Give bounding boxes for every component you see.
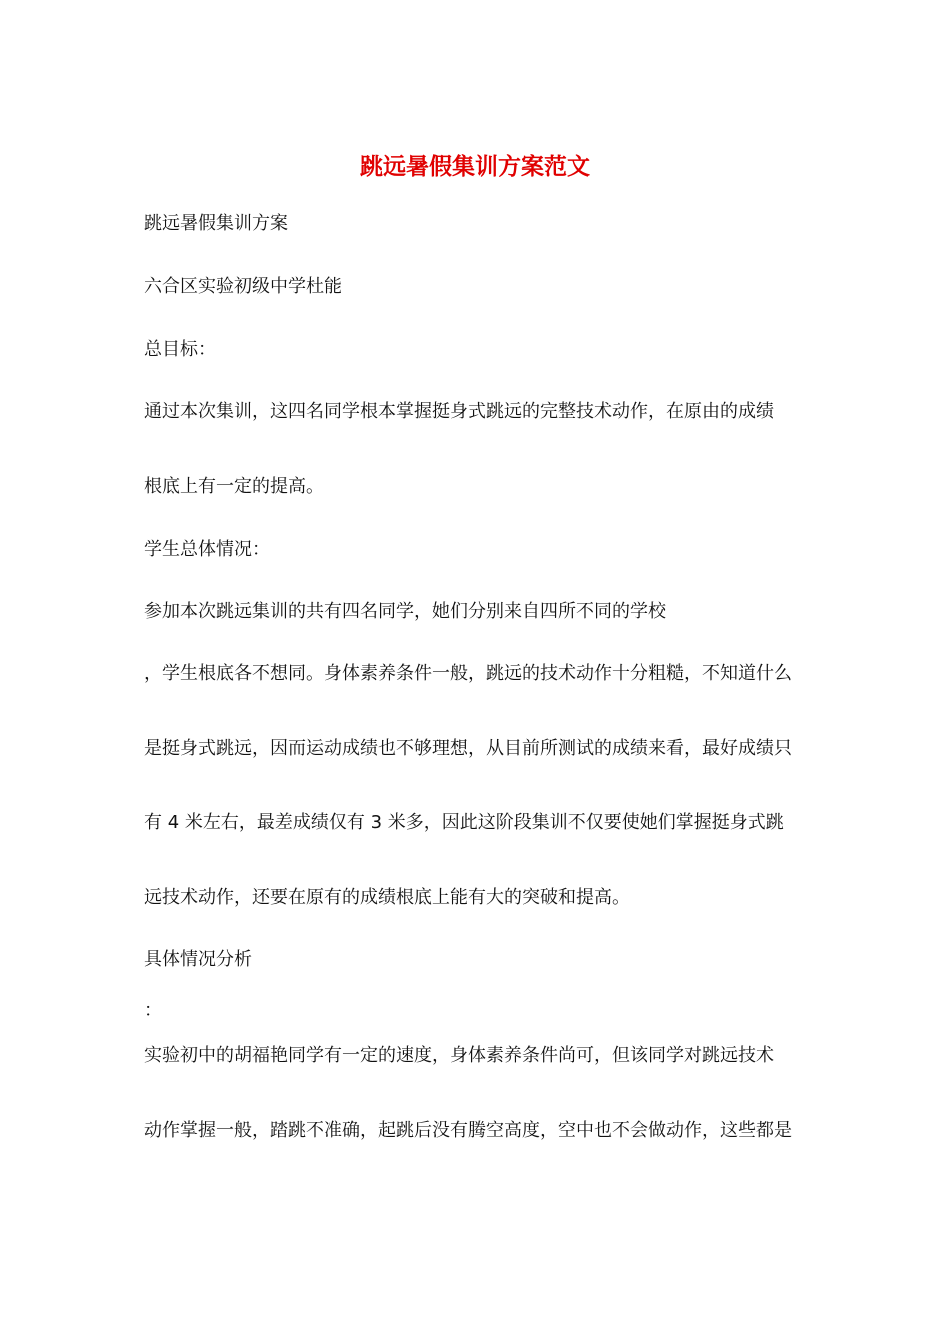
paragraph-line: 具体情况分析 (144, 949, 252, 970)
paragraph-line: 参加本次跳远集训的共有四名同学，她们分别来自四所不同的学校 (144, 601, 666, 622)
paragraph-line: ： (144, 1000, 162, 1021)
paragraph-line: 跳远暑假集训方案 (144, 213, 288, 234)
paragraph-line: 是挺身式跳远，因而运动成绩也不够理想，从目前所测试的成绩来看，最好成绩只 (144, 738, 792, 759)
paragraph-line: 动作掌握一般，踏跳不准确，起跳后没有腾空高度，空中也不会做动作，这些都是 (144, 1120, 792, 1141)
paragraph-line: 总目标： (144, 339, 216, 360)
paragraph-line: 有 4 米左右，最差成绩仅有 3 米多，因此这阶段集训不仅要使她们掌握挺身式跳 (144, 812, 784, 833)
paragraph-line: ，学生根底各不想同。身体素养条件一般，跳远的技术动作十分粗糙，不知道什么 (144, 663, 792, 684)
document-title: 跳远暑假集训方案范文 (360, 154, 590, 180)
paragraph-line: 六合区实验初级中学杜能 (144, 276, 342, 297)
paragraph-line: 通过本次集训，这四名同学根本掌握挺身式跳远的完整技术动作，在原由的成绩 (144, 401, 774, 422)
paragraph-line: 根底上有一定的提高。 (144, 476, 324, 497)
paragraph-line: 实验初中的胡福艳同学有一定的速度，身体素养条件尚可，但该同学对跳远技术 (144, 1045, 774, 1066)
paragraph-line: 远技术动作，还要在原有的成绩根底上能有大的突破和提高。 (144, 887, 630, 908)
paragraph-line: 学生总体情况： (144, 539, 270, 560)
